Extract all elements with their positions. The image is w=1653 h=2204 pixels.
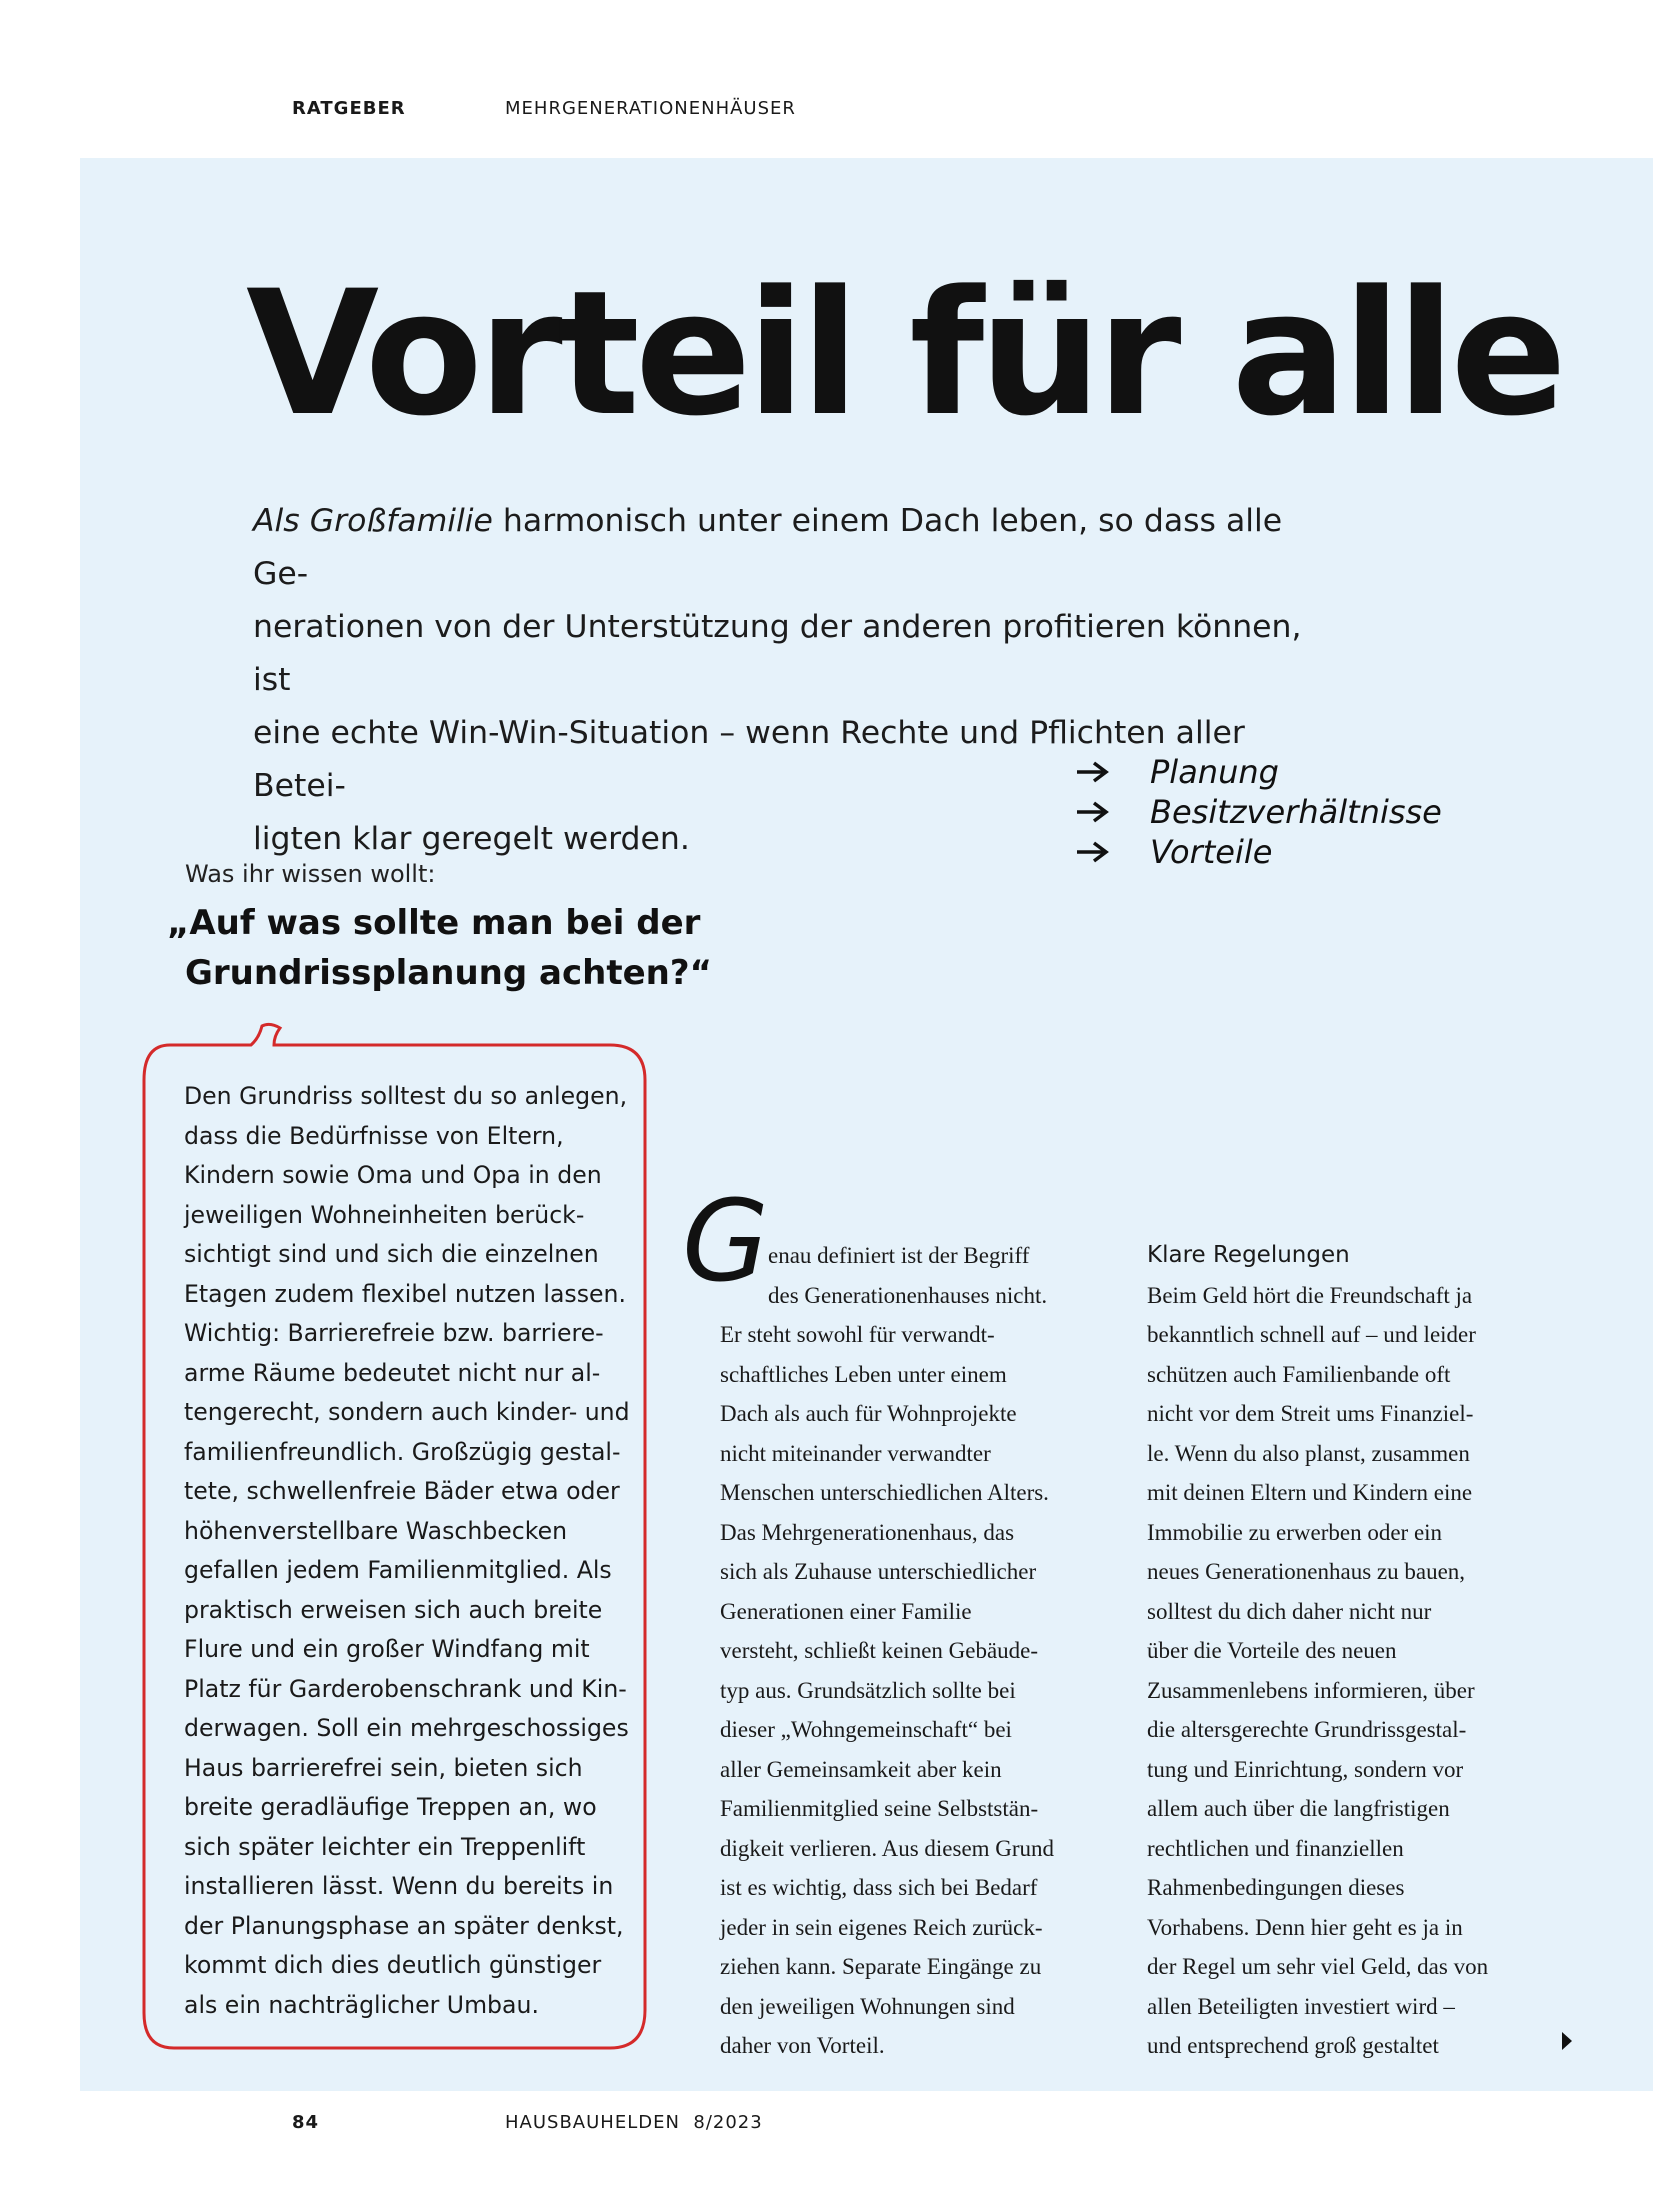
page-header — [0, 98, 1653, 126]
answer-line: höhenverstellbare Waschbecken — [184, 1516, 568, 1545]
drop-cap: G — [682, 1177, 769, 1307]
subheading: Klare Regelungen — [1147, 1242, 1350, 1268]
arrow-right-icon — [1075, 760, 1110, 784]
qa-intro: Was ihr wissen wollt: — [185, 860, 436, 888]
qa-question — [167, 898, 727, 998]
body-line: enau definiert ist der Begriff — [768, 1243, 1030, 1268]
qa-answer — [184, 1077, 630, 2025]
topic-label: Besitzverhältnisse — [1150, 793, 1442, 831]
answer-line: installieren lässt. Wenn du bereits in — [184, 1872, 614, 1900]
answer-line: als ein nachträglicher Umbau. — [184, 1990, 539, 2019]
answer-line: familienfreundlich. Großzügig gestal- — [184, 1437, 621, 1466]
body-line: le. Wenn du also planst, zusammen — [1147, 1440, 1470, 1466]
topic-item-besitzverhaeltnisse — [1075, 792, 1442, 832]
body-line: dieser „Wohngemeinschaft“ bei — [720, 1717, 1012, 1742]
body-line: Vorhabens. Denn hier geht es ja in — [1147, 1914, 1463, 1940]
body-line: neues Generationenhaus zu bauen, — [1147, 1559, 1466, 1584]
body-line: digkeit verlieren. Aus diesem Grund — [720, 1835, 1055, 1861]
page-number: 84 — [292, 2112, 320, 2133]
body-line: aller Gemeinsamkeit aber kein — [720, 1756, 1002, 1782]
answer-line: sichtigt sind und sich die einzelnen — [184, 1240, 599, 1268]
answer-line: breite geradläufige Treppen an, wo — [184, 1793, 597, 1821]
body-line: Immobilie zu erwerben oder ein — [1147, 1519, 1443, 1545]
answer-line: Wichtig: Barrierefreie bzw. barriere- — [184, 1319, 604, 1347]
body-line: schaftliches Leben unter einem — [720, 1361, 1007, 1387]
arrow-right-icon — [1075, 840, 1110, 864]
topic-list — [1075, 752, 1442, 872]
lead-line — [253, 495, 1313, 601]
body-line: der Regel um sehr viel Geld, das von — [1147, 1954, 1489, 1979]
arrow-right-icon — [1075, 800, 1110, 824]
body-line: allen Beteiligten investiert wird – — [1147, 1993, 1455, 2019]
answer-line: der Planungsphase an später denkst, — [184, 1911, 624, 1940]
lead-line: nerationen von der Unterstützung der anderen profitieren können, ist — [253, 609, 1302, 698]
topic-label: Planung — [1150, 753, 1279, 791]
body-line: und entsprechend groß gestaltet — [1147, 2033, 1439, 2058]
body-line: Er steht sowohl für verwandt- — [720, 1322, 995, 1347]
body-line: ziehen kann. Separate Eingänge zu — [720, 1954, 1042, 1979]
answer-line: arme Räume bedeutet nicht nur al- — [184, 1358, 601, 1387]
answer-line: Kindern sowie Oma und Opa in den — [184, 1161, 602, 1189]
body-line: daher von Vorteil. — [720, 2033, 885, 2058]
lead-line: eine echte Win-Win-Situation – wenn Rechte und Pflichten aller Betei- — [253, 715, 1245, 804]
answer-line: tengerecht, sondern auch kinder- und — [184, 1398, 630, 1426]
answer-line: kommt dich dies deutlich günstiger — [184, 1951, 602, 1979]
lead-line-text: harmonisch unter einem Dach leben, so dass alle Ge- — [253, 503, 1283, 592]
body-line: die altersgerechte Grundrissgestal- — [1147, 1717, 1467, 1742]
lead-italic: Als Großfamilie — [253, 503, 493, 539]
body-line: schützen auch Familienbande oft — [1147, 1361, 1451, 1387]
answer-line: tete, schwellenfreie Bäder etwa oder — [184, 1477, 620, 1505]
body-line: nicht vor dem Streit ums Finanziel- — [1147, 1401, 1474, 1426]
section-label: RATGEBER — [292, 98, 406, 119]
body-line: rechtlichen und finanziellen — [1147, 1835, 1404, 1861]
body-line: ist es wichtig, dass sich bei Bedarf — [720, 1875, 1038, 1900]
article-title: Vorteil für alle — [246, 253, 1562, 454]
body-line: Menschen unterschiedlichen Alters. — [720, 1480, 1049, 1505]
answer-line: sich später leichter ein Treppenlift — [184, 1832, 586, 1861]
body-line: Familienmitglied seine Selbststän- — [720, 1796, 1039, 1821]
body-line: Dach als auch für Wohnprojekte — [720, 1401, 1017, 1426]
body-line: jeder in sein eigenes Reich zurück- — [720, 1914, 1043, 1940]
body-line: Zusammenlebens informieren, über — [1147, 1677, 1475, 1703]
answer-line: derwagen. Soll ein mehrgeschossiges — [184, 1714, 629, 1742]
topic-label: MEHRGENERATIONENHÄUSER — [505, 98, 796, 119]
answer-line: Etagen zudem flexibel nutzen lassen. — [184, 1279, 626, 1308]
answer-line: dass die Bedürfnisse von Eltern, — [184, 1121, 564, 1150]
body-line: Beim Geld hört die Freundschaft ja — [1147, 1282, 1473, 1308]
body-line: sich als Zuhause unterschiedlicher — [720, 1559, 1037, 1584]
answer-line: Platz für Garderobenschrank und Kin- — [184, 1674, 627, 1703]
answer-line: praktisch erweisen sich auch breite — [184, 1595, 603, 1624]
body-line: Rahmenbedingungen dieses — [1147, 1875, 1405, 1900]
topic-item-planung — [1075, 752, 1442, 792]
body-line: den jeweiligen Wohnungen sind — [720, 1993, 1015, 2019]
body-column-1 — [720, 1236, 1108, 2066]
body-line: versteht, schließt keinen Gebäude- — [720, 1638, 1039, 1663]
body-line: mit deinen Eltern und Kindern eine — [1147, 1480, 1473, 1505]
answer-line: gefallen jedem Familienmitglied. Als — [184, 1556, 612, 1584]
topic-item-vorteile — [1075, 832, 1442, 872]
body-line: solltest du dich daher nicht nur — [1147, 1598, 1432, 1624]
body-line: über die Vorteile des neuen — [1147, 1638, 1397, 1663]
body-line: nicht miteinander verwandter — [720, 1440, 991, 1466]
body-line: Das Mehrgenerationenhaus, das — [720, 1519, 1015, 1545]
answer-line: Haus barrierefrei sein, bieten sich — [184, 1753, 583, 1782]
answer-line: Den Grundriss solltest du so anlegen, — [184, 1082, 628, 1110]
answer-line: Flure und ein großer Windfang mit — [184, 1635, 590, 1663]
body-line: typ aus. Grundsätzlich sollte bei — [720, 1677, 1016, 1703]
triangle-right-icon — [1560, 2030, 1574, 2052]
body-line: tung und Einrichtung, sondern vor — [1147, 1756, 1464, 1782]
qa-question-line: „Auf was sollte man bei der — [167, 903, 701, 943]
magazine-issue: HAUSBAUHELDEN 8/2023 — [505, 2112, 763, 2133]
topic-label: Vorteile — [1150, 833, 1273, 871]
answer-line: jeweiligen Wohneinheiten berück- — [184, 1200, 585, 1229]
body-column-2 — [1147, 1236, 1547, 2066]
lead-line: ligten klar geregelt werden. — [253, 821, 690, 857]
body-line: Generationen einer Familie — [720, 1598, 972, 1624]
body-line: bekanntlich schnell auf – und leider — [1147, 1322, 1476, 1347]
body-line: allem auch über die langfristigen — [1147, 1796, 1450, 1821]
qa-question-line: Grundrissplanung achten?“ — [185, 953, 712, 993]
body-line: des Generationenhauses nicht. — [768, 1282, 1048, 1308]
